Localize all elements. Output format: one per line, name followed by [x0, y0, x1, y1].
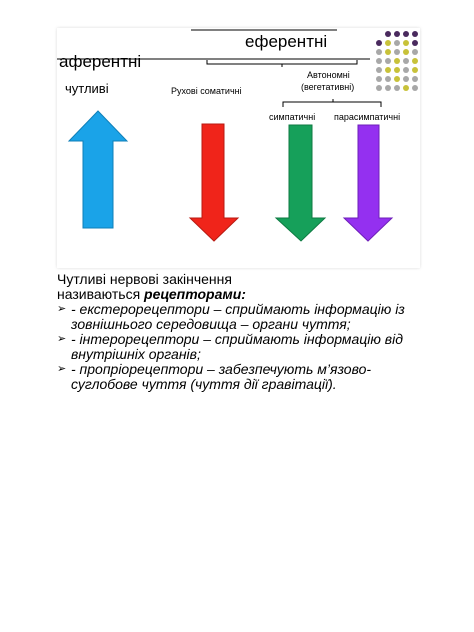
bullet-line: внутрішніх органів; — [71, 346, 201, 362]
bullet-line: суглобове чуття (чуття дії гравітації). — [71, 376, 337, 392]
text-line-2 — [57, 287, 427, 302]
decorative-dot — [412, 31, 418, 37]
bullet-line: - пропріорецептори – забезпечують м’язово- — [71, 361, 372, 377]
autonomic-bracket — [283, 102, 381, 107]
efferent-label: еферентні — [245, 32, 328, 51]
decorative-dot — [403, 49, 409, 55]
decorative-dot — [412, 76, 418, 82]
decorative-dot-grid — [370, 28, 420, 108]
receptors-term: рецепторами: — [144, 286, 246, 302]
decorative-dot — [412, 85, 418, 91]
decorative-dot — [385, 31, 391, 37]
decorative-dot — [376, 67, 382, 73]
decorative-dot — [394, 67, 400, 73]
bullet-line: зовнішнього середовища – органи чуття; — [71, 316, 351, 332]
down-arrow-red-icon — [190, 124, 238, 241]
decorative-dot — [403, 31, 409, 37]
decorative-dot — [385, 85, 391, 91]
decorative-dot — [385, 67, 391, 73]
decorative-dot — [376, 85, 382, 91]
down-arrow-purple-icon — [344, 125, 392, 241]
decorative-dot — [403, 85, 409, 91]
motor-somatic-label: Рухові соматичні — [171, 86, 242, 96]
bullet-proprioceptors — [57, 362, 427, 392]
decorative-dot — [376, 49, 382, 55]
bullet-line: - екстерорецептори – сприймають інформацію із — [71, 301, 405, 317]
decorative-dot — [403, 76, 409, 82]
decorative-dot — [412, 67, 418, 73]
parasympathetic-label: парасимпатичні — [334, 112, 401, 122]
bullet-exteroceptors — [57, 302, 427, 332]
arrowhead-bullet-icon: ➢ — [57, 363, 67, 375]
decorative-dot — [394, 31, 400, 37]
decorative-dot — [376, 40, 382, 46]
autonomic-label-line1: Автономні — [307, 70, 350, 80]
up-arrow-icon — [69, 111, 127, 228]
sensory-label: чутливі — [65, 81, 109, 96]
decorative-dot — [412, 58, 418, 64]
receptors-text — [57, 272, 427, 392]
decorative-dot — [412, 40, 418, 46]
bullet-line: - інтерорецептори – сприймають інформацію від — [71, 331, 403, 347]
bullet-interoceptors — [57, 332, 427, 362]
arrowhead-bullet-icon: ➢ — [57, 333, 67, 345]
decorative-dot — [403, 67, 409, 73]
decorative-dot — [403, 40, 409, 46]
decorative-dot — [412, 49, 418, 55]
decorative-dot — [376, 76, 382, 82]
decorative-dot — [376, 58, 382, 64]
text-line-1: Чутливі нервові закінчення — [57, 271, 232, 287]
efferent-bracket — [207, 60, 357, 64]
decorative-dot — [394, 49, 400, 55]
text-line-2-prefix: називаються — [57, 286, 145, 302]
down-arrow-green-icon — [276, 125, 325, 241]
sympathetic-label: симпатичні — [269, 112, 316, 122]
decorative-dot — [394, 40, 400, 46]
decorative-dot — [385, 49, 391, 55]
decorative-dot — [394, 85, 400, 91]
decorative-dot — [394, 76, 400, 82]
slide-image — [57, 28, 420, 268]
afferent-label: аферентні — [59, 52, 142, 71]
decorative-dot — [385, 76, 391, 82]
arrowhead-bullet-icon: ➢ — [57, 303, 67, 315]
decorative-dot — [385, 40, 391, 46]
autonomic-label-line2: (вегетативні) — [301, 82, 355, 92]
decorative-dot — [403, 58, 409, 64]
decorative-dot — [394, 58, 400, 64]
decorative-dot — [385, 58, 391, 64]
